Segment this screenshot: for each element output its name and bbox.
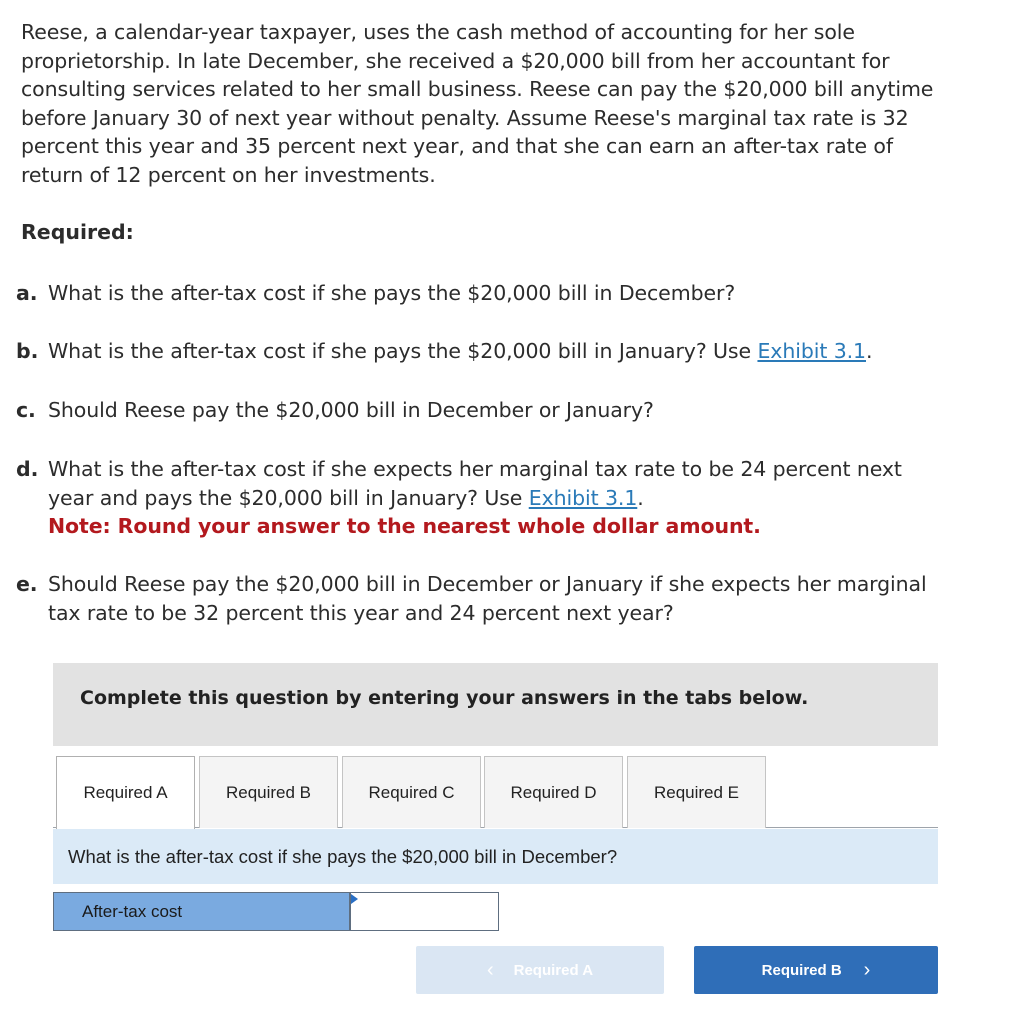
tab-required-a[interactable]: Required A xyxy=(56,756,195,829)
problem-statement: Reese, a calendar-year taxpayer, uses the cash method of accounting for her sole proprietorship. In late December, she received a $20,000 bill from her accountant for consulting services related to her small business. Reese can pay the $20,000 bill anytime before January 30 of next year without penalty. Assume Reese's marginal tax rate is 32 percent this year and 35 percent next year, and that she can earn an after-tax rate of return of 12 percent on her investments. xyxy=(21,20,934,187)
item-punct: . xyxy=(637,485,644,510)
item-letter: b. xyxy=(16,339,39,363)
instructions-text: Complete this question by entering your answers in the tabs below. xyxy=(80,687,809,709)
item-punct: . xyxy=(866,339,873,363)
tab-required-c[interactable]: Required C xyxy=(342,756,481,828)
prev-button[interactable] xyxy=(416,946,664,994)
item-text: What is the after-tax cost if she pays the $20,000 bill in January? Use xyxy=(48,339,758,363)
next-button[interactable] xyxy=(694,946,938,994)
chevron-right-icon: › xyxy=(863,959,871,981)
tab-required-b[interactable]: Required B xyxy=(199,756,338,828)
exhibit-link[interactable]: Exhibit 3.1 xyxy=(528,485,638,510)
item-letter: d. xyxy=(16,457,39,481)
item-letter: c. xyxy=(16,398,36,422)
item-text: What is the after-tax cost if she pays the $20,000 bill in December? xyxy=(48,281,736,305)
tab-required-e[interactable]: Required E xyxy=(627,756,766,828)
exhibit-link[interactable]: Exhibit 3.1 xyxy=(757,339,866,363)
required-item-a xyxy=(16,279,936,308)
active-question-text: What is the after-tax cost if she pays the $20,000 bill in December? xyxy=(68,846,618,867)
chevron-left-icon: ‹ xyxy=(486,959,494,981)
rounding-note: Note: Round your answer to the nearest whole dollar amount. xyxy=(48,514,761,539)
active-question-bar xyxy=(53,829,938,884)
answer-row xyxy=(53,892,499,931)
required-item-d xyxy=(16,455,936,541)
required-item-e xyxy=(16,570,936,627)
item-text: Should Reese pay the $20,000 bill in December or January if she expects her marginal tax rate to be 32 percent this year and 24 percent next year? xyxy=(48,572,927,625)
input-marker-icon xyxy=(351,894,358,904)
tab-bar xyxy=(53,756,938,828)
next-button-label: Required B xyxy=(761,961,842,979)
prev-button-label: Required A xyxy=(513,961,594,979)
item-text: Should Reese pay the $20,000 bill in December or January? xyxy=(48,398,654,422)
required-item-c xyxy=(16,396,936,425)
item-text: What is the after-tax cost if she expects her marginal tax rate to be 24 percent next year and pays the $20,000 bill in January? Use xyxy=(48,457,902,510)
required-item-b xyxy=(16,337,936,366)
required-heading: Required: xyxy=(21,220,134,244)
tab-required-d[interactable]: Required D xyxy=(484,756,623,828)
item-letter: e. xyxy=(16,572,38,596)
answer-label: After-tax cost xyxy=(53,892,350,931)
item-letter: a. xyxy=(16,281,38,305)
instructions-panel xyxy=(53,663,938,746)
after-tax-cost-input[interactable] xyxy=(349,892,499,931)
